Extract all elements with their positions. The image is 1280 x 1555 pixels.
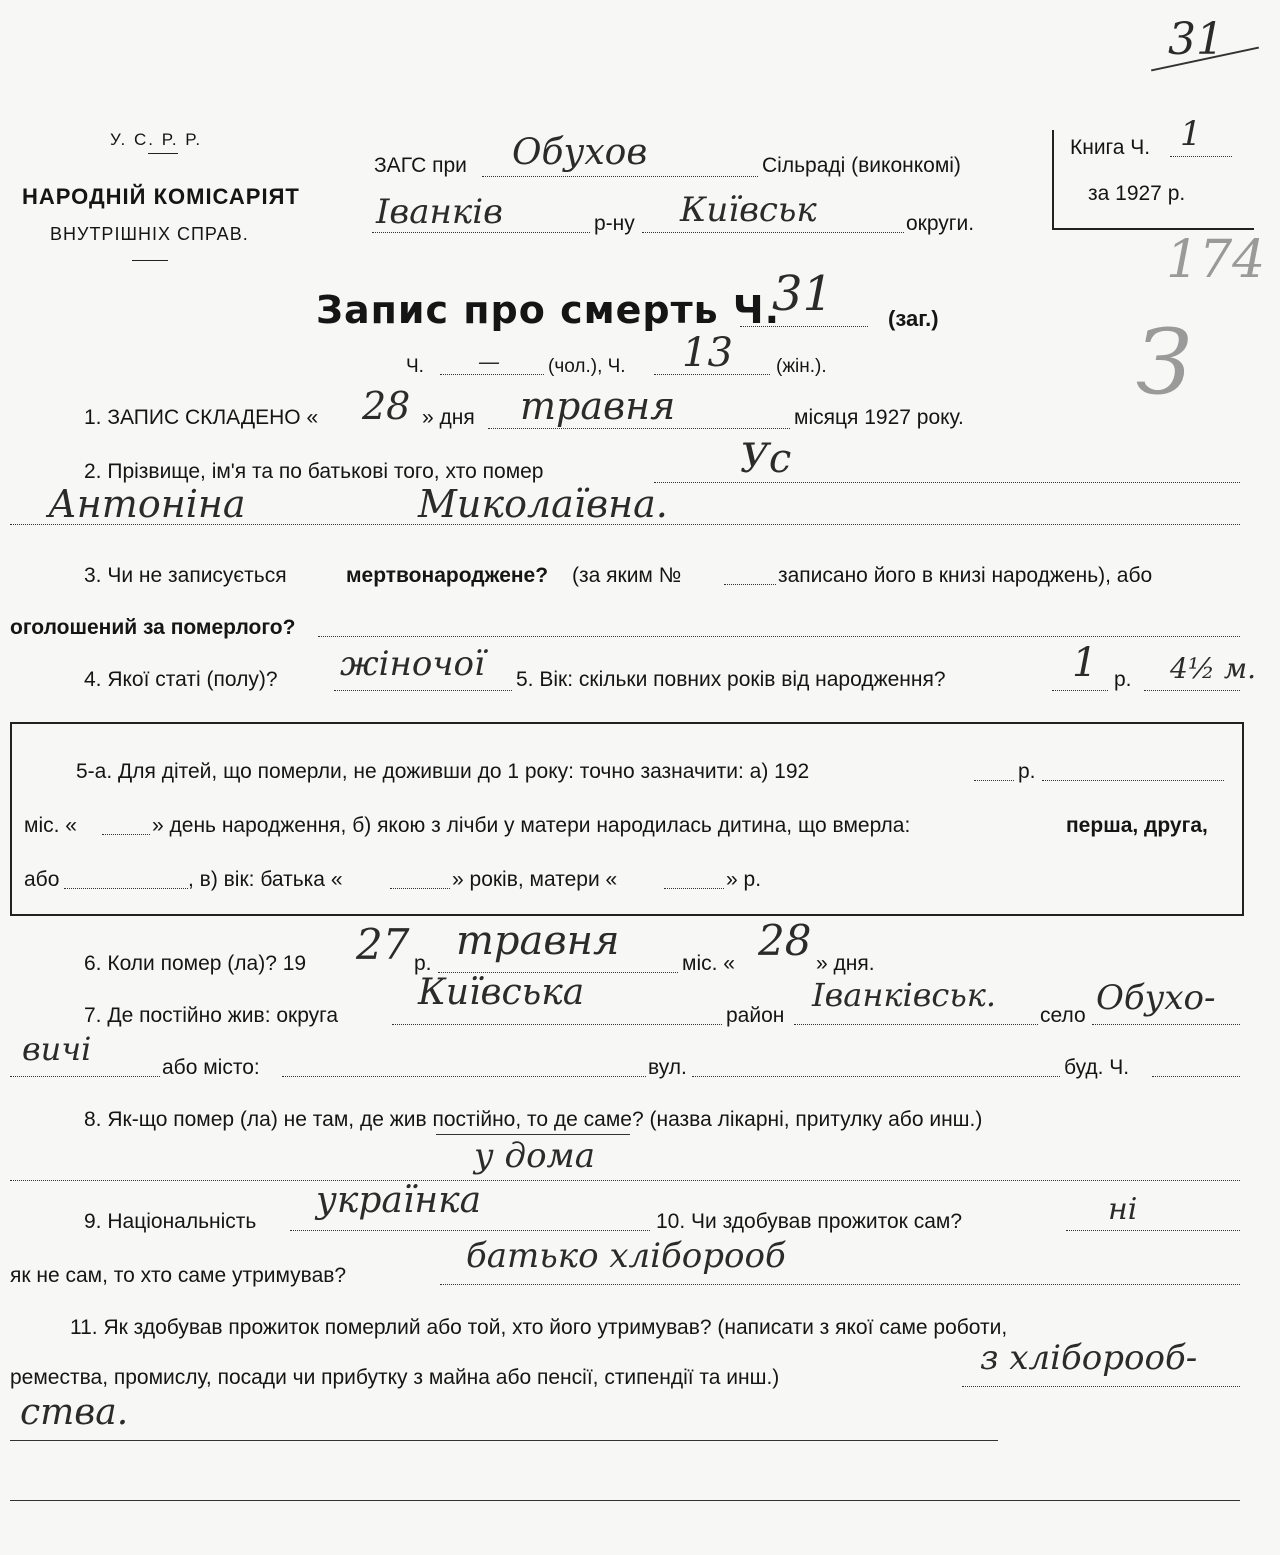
f5-months: 4½ м. [1170,652,1256,685]
f5a-line3-b: , в) вік: батька « [188,868,343,891]
f11-line2: ремества, промислу, посади чи прибутку з майна або пенсії, стипендії та инш.) [10,1366,780,1389]
f5a-month-line [1042,780,1224,781]
f11-line [962,1386,1240,1387]
f2-value3: Миколаївна. [418,482,668,526]
f6-year-suffix: р. [414,952,432,975]
female-value: 13 [682,330,733,376]
f3-label: 3. Чи не записується [84,564,287,587]
f4-line [334,690,512,691]
male-label: Ч. [406,356,424,377]
f7-rayon: Іванківськ. [812,976,997,1014]
f5a-day-line [102,834,150,835]
record-number-line [740,326,868,327]
f7-selo-label: село [1040,1004,1086,1027]
f7-vul-label: вул. [648,1056,687,1079]
f5a-line3-d: » р. [726,868,762,891]
f5a-line2-mid: » день народження, б) якою з лічби у матери народилась дитина, що вмерла: [152,814,911,837]
f5a-mother-line [664,888,724,889]
divider [148,153,178,154]
book-label: Книга Ч. [1070,136,1151,159]
f11-line3-rule [10,1500,1240,1501]
f8-label: 8. Як-що помер (ла) не там, де жив постійно, то де саме? (назва лікарні, притулку або инш.) [84,1108,983,1131]
f6-day: 28 [758,916,812,965]
f7-misto-label: або місто: [162,1056,260,1079]
commissariat-title: НАРОДНІЙ КОМІСАРІЯТ [22,184,300,209]
f10-label2: як не сам, то хто саме утримував? [10,1264,347,1287]
f7-label: 7. Де постійно жив: округа [84,1004,339,1027]
f7-bud-label: буд. Ч. [1064,1056,1130,1079]
f6-month: травня [456,918,620,964]
department-title: ВНУТРІШНІХ СПРАВ. [50,224,249,244]
f7-selo-cont: вичі [22,1030,92,1068]
zags-line [482,176,758,177]
book-line [1170,156,1232,157]
f7-misto-line [282,1076,646,1077]
f7-selo: Обухо- [1096,978,1216,1018]
f11-value1: з хліборооб- [980,1338,1198,1378]
f7-okruha-line [392,1024,722,1025]
f7-selo-line2 [10,1076,160,1077]
f5a-father-line [390,888,450,889]
f2-value1: Ус [740,436,792,482]
f6-day-suffix: » дня. [816,952,875,975]
f5a-line2-start: міс. « [24,814,77,837]
f10-label: 10. Чи здобував прожиток сам? [656,1210,962,1233]
f7-selo-line [1092,1024,1240,1025]
f10-line [1066,1230,1240,1231]
f3-number-line [724,584,776,585]
book-year: за 1927 р. [1088,182,1186,205]
f1-suffix: місяця 1927 року. [794,406,964,429]
f7-vul-line [692,1076,1060,1077]
male-value: — [478,350,500,375]
okruha-line [642,232,904,233]
record-suffix: (заг.) [888,306,939,331]
record-title: Запис про смерть Ч. [316,288,781,332]
f11-line1: 11. Як здобував прожиток померлий або той, хто його утримував? (написати з якої саме роботи, [70,1316,1008,1339]
f5a-line1-end: р. [1018,760,1036,783]
f10-value2: батько хліборооб [466,1236,786,1276]
f3-text2: (за яким № [572,564,682,587]
f5-label: 5. Вік: скільки повних років від народження? [516,668,946,691]
zags-value: Обухов [512,132,648,173]
f2-line [654,482,1240,483]
f6-month-suffix: міс. « [682,952,735,975]
female-suffix: (жін.). [776,356,827,377]
f1-day-suffix: » дня [422,406,475,429]
f11-value2: ства. [20,1392,129,1433]
district-value: Іванків [376,192,503,232]
f8-value: у дома [474,1136,596,1176]
f4-label: 4. Якої статі (полу)? [84,668,278,691]
f6-label: 6. Коли помер (ла)? 19 [84,952,307,975]
zags-label: ЗАГС при [374,154,467,177]
f6-year: 27 [356,920,410,969]
f3-text3: записано його в книзі народжень), або [778,564,1153,587]
f10-value: ні [1108,1192,1138,1227]
f9-label: 9. Національність [84,1210,257,1233]
f11-line2-rule [10,1440,998,1441]
f5a-other-line [64,888,188,889]
f5-years-line [1052,690,1108,691]
f5-years: 1 [1072,640,1098,686]
f9-line [290,1230,650,1231]
f5-years-suffix: р. [1114,668,1132,691]
male-suffix: (чол.), Ч. [548,356,626,377]
f1-label: 1. ЗАПИС СКЛАДЕНО « [84,406,319,429]
side-note: 174 [1166,230,1266,290]
okruha-label: округи. [906,212,975,235]
f10-line2 [440,1284,1240,1285]
district-suffix: р-ну [594,212,635,235]
council-label: Сільраді (виконкомі) [762,154,961,177]
district-line [372,232,590,233]
f9-value: українка [316,1180,482,1221]
f5a-line3-c: » років, матери « [452,868,618,891]
f5a-line2-bold: перша, друга, [1066,814,1208,837]
f2-value2: Антоніна [48,482,246,526]
f8-underline [436,1134,630,1135]
side-mark: З [1136,310,1193,415]
republic-label: У. С. Р. Р. [110,130,203,149]
f5a-line1: 5-а. Для дітей, що померли, не доживши до 1 року: точно зазначити: а) 192 [76,760,810,783]
f5a-year-line [974,780,1014,781]
f3-bold2: оголошений за померлого? [10,616,296,639]
okruha-value: Київськ [680,190,817,230]
f4-value: жіночої [340,644,485,684]
corner-number: 31 [1168,14,1224,65]
f3-bold1: мертвонароджене? [346,564,549,587]
f2-label: 2. Прізвище, ім'я та по батькові того, хто помер [84,460,544,483]
f1-month: травня [520,384,676,428]
f5a-line3-start: або [24,868,60,891]
f7-bud-line [1152,1076,1240,1077]
f8-line [10,1180,1240,1181]
f7-okruha: Київська [418,972,585,1013]
f7-rayon-label: район [726,1004,785,1027]
f3-line [318,636,1240,637]
f7-rayon-line [794,1024,1038,1025]
divider [132,260,168,261]
book-number: 1 [1180,114,1202,154]
f1-month-line [488,428,790,429]
f1-day: 28 [362,384,411,428]
f5-months-line [1144,690,1240,691]
record-number: 31 [772,266,834,322]
